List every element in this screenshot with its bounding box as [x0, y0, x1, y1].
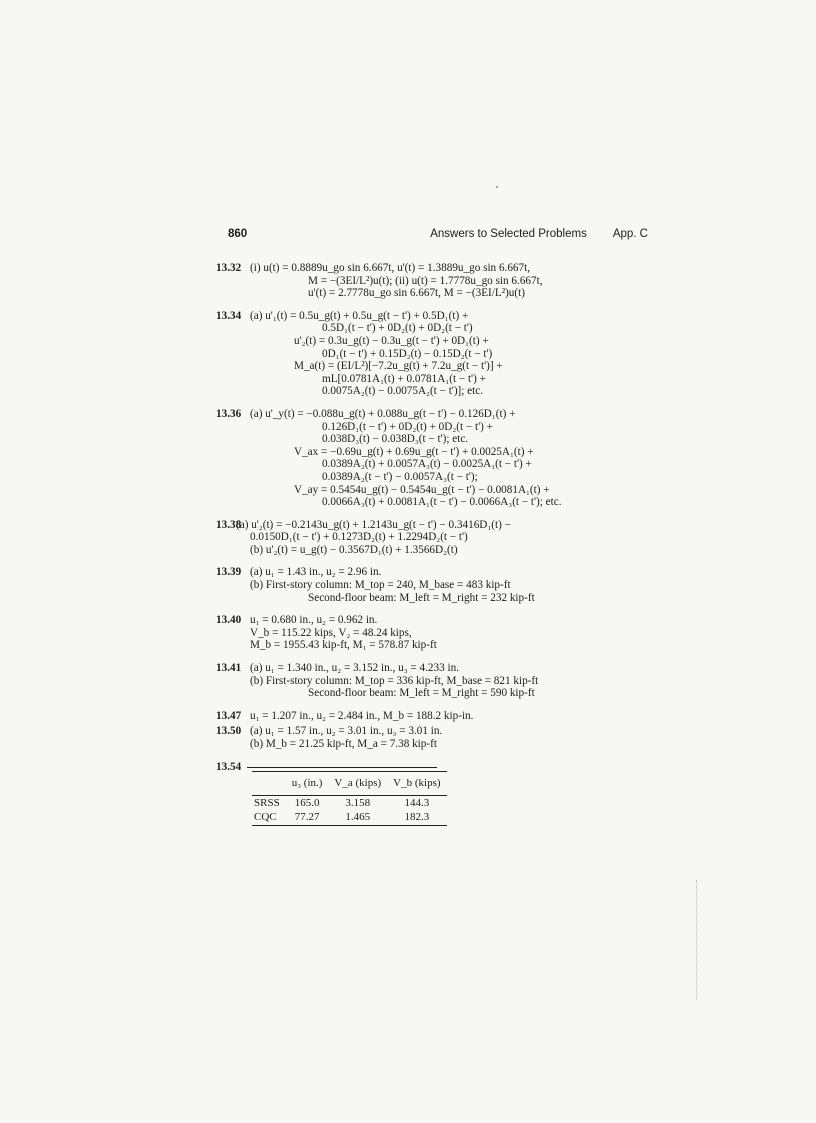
answer-line: 0D₁(t − t') + 0.15D₂(t) − 0.15D₂(t − t'): [322, 347, 493, 360]
problem-number: 13.47: [216, 709, 242, 722]
running-header: [228, 228, 648, 244]
answer-line: 0.126D₁(t − t') + 0D₂(t) + 0D₂(t − t') +: [322, 420, 493, 433]
answer-line: 0.0150D₁(t − t') + 0.1273D₂(t) + 1.2294D₂(t − t'): [250, 531, 468, 544]
answer-line: V_ay = 0.5454u_g(t) − 0.5454u_g(t − t') − 0.0081A₁(t) +: [294, 483, 550, 496]
answer-line: V_b = 115.22 kips, V₂ = 48.24 kips,: [250, 626, 412, 639]
row-label: SRSS: [254, 796, 280, 809]
answer-line: u₁ = 0.680 in., u₂ = 0.962 in.: [250, 614, 378, 627]
table-cell: 3.158: [345, 796, 371, 809]
problem-13-40: [216, 614, 656, 652]
answer-line: 0.5D₁(t − t') + 0D₂(t) + 0D₂(t − t'): [322, 322, 473, 335]
problem-number: 13.36: [216, 407, 242, 420]
answer-line: M_a(t) = (EI/L²)[−7.2u_g(t) + 7.2u_g(t − t')] +: [294, 360, 503, 373]
answer-line: 0.0389A₂(t) + 0.0057A₃(t) − 0.0025A₁(t − t') +: [322, 458, 532, 471]
answer-line: (a) u₁ = 1.340 in., u₂ = 3.152 in., u₃ = 4.233 in.: [250, 662, 459, 675]
problem-13-38: [216, 519, 656, 557]
answer-line: 0.0066A₃(t) + 0.0081A₁(t − t') − 0.0066A₃(t − t'); etc.: [322, 496, 562, 509]
header-cell: V_b (kips): [387, 772, 446, 796]
table-cell: 1.465: [328, 810, 387, 825]
problem-13-50: [216, 725, 656, 750]
speck: [496, 186, 498, 188]
answer-line: (a) u₁ = 1.43 in., u₂ = 2.96 in.: [250, 566, 382, 579]
answer-line: Second-floor beam: M_left = M_right = 590 kip-ft: [308, 687, 535, 700]
answer-line: u'(t) = 2.7778u_go sin 6.667t, M = −(3EI/L²)u(t): [308, 287, 525, 300]
problem-13-36: [216, 408, 656, 509]
answer-line: Second-floor beam: M_left = M_right = 232 kip-ft: [308, 591, 535, 604]
table-header-row: [252, 772, 447, 796]
page-number: 860: [228, 228, 248, 240]
header-cell: [252, 772, 286, 796]
answer-line: 0.0389A₂(t − t') − 0.0057A₃(t − t');: [322, 470, 478, 483]
table-cell: 165.0: [294, 796, 320, 809]
problem-13-47: [216, 710, 656, 723]
answer-line: u₁ = 1.207 in., u₂ = 2.484 in., M_b = 188.2 kip-in.: [250, 709, 474, 722]
answer-line: 0.038D₃(t) − 0.038D₃(t − t'); etc.: [322, 433, 469, 446]
results-table: [252, 771, 447, 826]
running-title-text: Answers to Selected Problems: [430, 228, 587, 240]
answer-line: 0.0075A₂(t) − 0.0075A₂(t − t')]; etc.: [322, 385, 484, 398]
answer-line: (b) First-story column: M_top = 336 kip-ft, M_base = 821 kip-ft: [250, 674, 539, 687]
table-row: [252, 810, 447, 825]
problem-13-34: [216, 310, 656, 398]
answer-line: (a) u'₂(t) = −0.2143u_g(t) + 1.2143u_g(t − t') − 0.3416D₁(t) −: [236, 518, 511, 531]
problem-number: 13.32: [216, 262, 242, 274]
problem-number: 13.40: [216, 614, 242, 627]
problem-number: 13.34: [216, 309, 242, 322]
answer-line: mL[0.0781A₁(t) + 0.0781A₁(t − t') +: [322, 372, 486, 385]
problem-number: 13.50: [216, 725, 242, 738]
answer-line: V_ax = −0.69u_g(t) + 0.69u_g(t − t') + 0.0025A₁(t) +: [294, 445, 534, 458]
answer-line: (b) First-story column: M_top = 240, M_base = 483 kip-ft: [250, 579, 511, 592]
problem-13-41: [216, 662, 656, 700]
answer-line: u'₂(t) = 0.3u_g(t) − 0.3u_g(t − t') + 0D₁(t) +: [294, 334, 489, 347]
scan-artifact: [696, 880, 698, 1000]
answers-list: [216, 262, 656, 836]
table-cell: 144.3: [404, 796, 430, 809]
problem-number: 13.54: [216, 760, 242, 773]
row-label: CQC: [252, 810, 286, 825]
running-title: [404, 228, 648, 240]
header-cell: V_a (kips): [328, 772, 387, 796]
answer-line: (b) u'₂(t) = u_g(t) − 0.3567D₁(t) + 1.3566D₂(t): [250, 543, 458, 556]
table-row: [252, 795, 447, 810]
problem-13-39: [216, 566, 656, 604]
table-cell: 77.27: [286, 810, 329, 825]
answer-line: (a) u'_y(t) = −0.088u_g(t) + 0.088u_g(t − t') − 0.126D₁(t) +: [250, 407, 516, 420]
problem-13-32: [216, 262, 656, 300]
problem-number: 13.38: [216, 518, 242, 531]
header-cell: u₃ (in.): [286, 772, 329, 796]
table-cell: 182.3: [387, 810, 446, 825]
answer-line: (i) u(t) = 0.8889u_go sin 6.667t, u'(t) = 1.3889u_go sin 6.667t,: [250, 262, 531, 274]
answer-line: (a) u₁ = 1.57 in., u₂ = 3.01 in., u₃ = 3.01 in.: [250, 725, 443, 738]
answer-line: (a) u'₁(t) = 0.5u_g(t) + 0.5u_g(t − t') + 0.5D₁(t) +: [250, 309, 469, 322]
problem-13-54: [216, 761, 656, 826]
answer-line: M_b = 1955.43 kip-ft, M₁ = 578.87 kip-ft: [250, 639, 437, 652]
problem-number: 13.39: [216, 566, 242, 579]
answer-line: (b) M_b = 21.25 kip-ft, M_a = 7.38 kip-ft: [250, 738, 437, 750]
problem-number: 13.41: [216, 662, 242, 675]
table-top-rule: [247, 767, 437, 768]
appendix-label: App. C: [612, 228, 648, 240]
answer-line: M = −(3EI/L²)u(t); (ii) u(t) = 1.7778u_go sin 6.667t,: [308, 274, 543, 287]
